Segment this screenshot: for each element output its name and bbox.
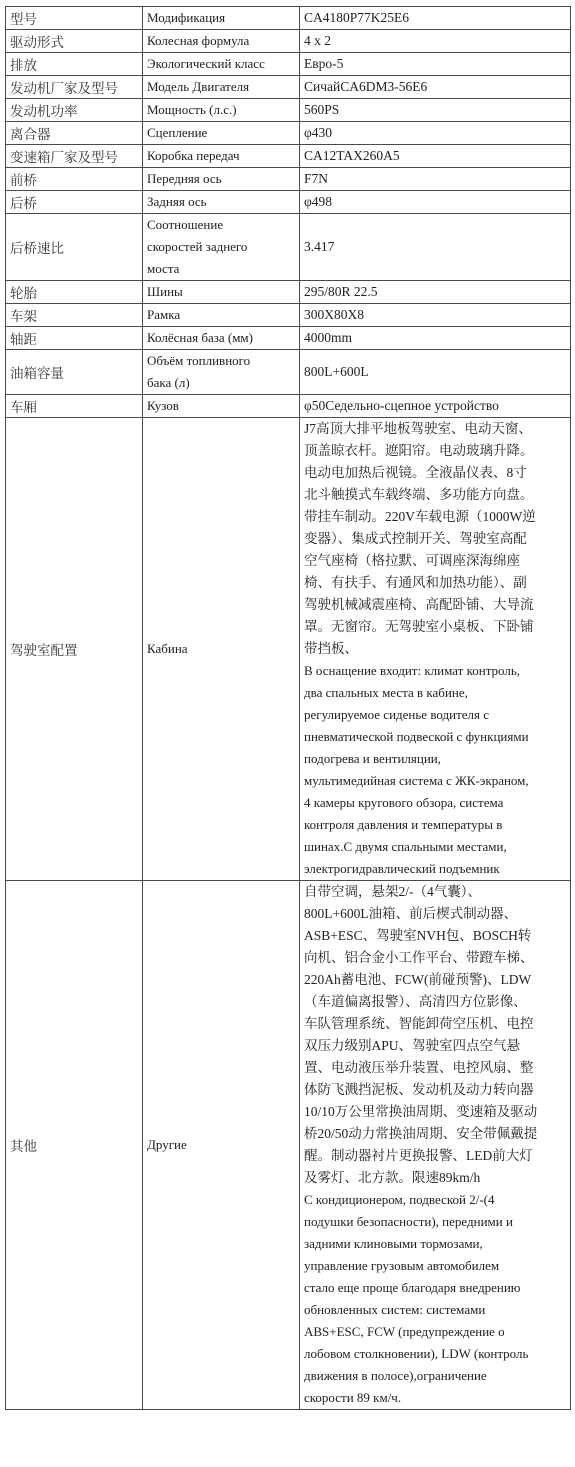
value-line-ru: регулируемое сиденье водителя с [304, 707, 490, 722]
param-value: 300X80X8 [300, 304, 571, 327]
param-name-zh: 轴距 [6, 327, 143, 350]
value-line-ru: обновленных систем: системами [304, 1302, 486, 1317]
table-row-other [6, 881, 571, 1410]
param-value [300, 881, 571, 1410]
param-value: 560PS [300, 99, 571, 122]
param-name-ru: Модификация [143, 7, 300, 30]
param-name-zh: 车架 [6, 304, 143, 327]
value-line-ru: стало еще проще благодаря внедрению [304, 1280, 521, 1295]
param-value: СичайCA6DM3-56E6 [300, 76, 571, 99]
param-value: φ498 [300, 191, 571, 214]
param-value: CA4180P77K25E6 [300, 7, 571, 30]
param-value: 4 x 2 [300, 30, 571, 53]
param-value: 4000mm [300, 327, 571, 350]
param-name-ru [143, 350, 300, 395]
value-line-ru: два спальных места в кабине, [304, 685, 468, 700]
table-row [6, 281, 571, 304]
value-line-ru: управление грузовым автомобилем [304, 1258, 500, 1273]
value-line-zh: 220Ah蓄电池、FCW(前碰预警)、LDW [304, 972, 532, 987]
spec-table [5, 6, 571, 1410]
table-row [6, 53, 571, 76]
param-name-zh: 前桥 [6, 168, 143, 191]
param-name-zh: 油箱容量 [6, 350, 143, 395]
param-value [300, 418, 571, 881]
param-name-ru: Колесная формула [143, 30, 300, 53]
param-name-ru-line: Соотношение [147, 217, 224, 232]
param-name-ru: Задняя ось [143, 191, 300, 214]
value-line-zh: 电动电加热后视镜。全液晶仪表、8寸 [304, 465, 527, 480]
table-row [6, 350, 571, 395]
value-line-ru: пневматической подвеской с функциями [304, 729, 529, 744]
value-line-ru: скорости 89 км/ч. [304, 1390, 402, 1405]
param-name-ru: Шины [143, 281, 300, 304]
param-value: 800L+600L [300, 350, 571, 395]
value-line-ru: 4 камеры кругового обзора, система [304, 795, 504, 810]
value-line-zh: 双压力级别APU、驾驶室四点空气悬 [304, 1038, 521, 1053]
param-value: φ430 [300, 122, 571, 145]
value-line-ru: шинах.С двумя спальными местами, [304, 839, 507, 854]
param-name-ru: Модель Двигателя [143, 76, 300, 99]
param-name-ru: Другие [143, 881, 300, 1410]
value-line-ru: подогрева и вентиляции, [304, 751, 442, 766]
table-row-cabin [6, 418, 571, 881]
table-row [6, 30, 571, 53]
param-name-ru-line: скоростей заднего [147, 239, 248, 254]
param-name-ru: Колёсная база (мм) [143, 327, 300, 350]
param-name-zh: 轮胎 [6, 281, 143, 304]
value-line-zh: 带挂车制动。220V车载电源（1000W逆 [304, 509, 536, 524]
param-name-ru-line: моста [147, 261, 180, 276]
table-row [6, 395, 571, 418]
value-line-zh: 空气座椅（格拉默、可调座深海绵座 [304, 553, 520, 568]
value-line-zh: 罩。无窗帘。无驾驶室小桌板、下卧铺 [304, 619, 534, 634]
param-name-ru: Рамка [143, 304, 300, 327]
param-value: 295/80R 22.5 [300, 281, 571, 304]
param-name-zh: 排放 [6, 53, 143, 76]
value-line-zh: 桥20/50动力常换油周期、安全带佩戴提 [304, 1126, 538, 1141]
param-name-ru: Экологический класс [143, 53, 300, 76]
param-name-zh: 其他 [6, 881, 143, 1410]
value-line-zh: 10/10万公里常换油周期、变速箱及驱动 [304, 1104, 538, 1119]
value-line-zh: 北斗触摸式车载终端、多功能方向盘。 [304, 487, 534, 502]
table-row [6, 7, 571, 30]
param-name-ru: Коробка передач [143, 145, 300, 168]
value-line-ru: задними клиновыми тормозами, [304, 1236, 483, 1251]
table-row [6, 99, 571, 122]
param-name-ru-line: Объём топливного [147, 353, 251, 368]
value-line-zh: 800L+600L油箱、前后楔式制动器、 [304, 906, 518, 921]
spec-table-body [6, 7, 571, 1410]
param-name-zh: 车厢 [6, 395, 143, 418]
value-line-ru: контроля давления и температуры в [304, 817, 503, 832]
param-name-zh: 后桥速比 [6, 214, 143, 281]
value-line-ru: электрогидравлический подъемник [304, 861, 500, 876]
table-row [6, 214, 571, 281]
table-row [6, 191, 571, 214]
value-line-ru: движения в полосе),ограничение [304, 1368, 487, 1383]
table-row [6, 122, 571, 145]
value-line-ru: мультимедийная система с ЖК-экраном, [304, 773, 529, 788]
value-line-ru: С кондиционером, подвеской 2/-(4 [304, 1192, 495, 1207]
value-line-zh: ASB+ESC、驾驶室NVH包、BOSCH转 [304, 928, 532, 943]
param-name-ru: Сцепление [143, 122, 300, 145]
param-name-ru-line: бака (л) [147, 375, 190, 390]
value-line-ru: подушки безопасности), передними и [304, 1214, 513, 1229]
value-line-zh: 体防飞溅挡泥板、发动机及动力转向器 [304, 1082, 534, 1097]
value-line-zh: 向机、铝合金小工作平台、带蹬车梯、 [304, 950, 534, 965]
param-value: φ50Седельно-сцепное устройство [300, 395, 571, 418]
value-line-ru: лобовом столкновении), LDW (контроль [304, 1346, 529, 1361]
value-line-zh: （车道偏离报警）、高清四方位影像、 [304, 994, 527, 1009]
param-value: CA12TAX260A5 [300, 145, 571, 168]
value-line-ru: В оснащение входит: климат контроль, [304, 663, 521, 678]
param-value: 3.417 [300, 214, 571, 281]
value-line-zh: 醒。制动器衬片更换报警、LED前大灯 [304, 1148, 533, 1163]
value-line-zh: 自带空调，悬架2/-（4气囊）、 [304, 884, 481, 899]
param-name-zh: 发动机功率 [6, 99, 143, 122]
value-line-zh: 及雾灯、北方款。限速89km/h [304, 1170, 481, 1185]
param-name-ru: Кузов [143, 395, 300, 418]
value-line-zh: 驾驶机械减震座椅、高配卧铺、大导流 [304, 597, 534, 612]
param-name-zh: 驾驶室配置 [6, 418, 143, 881]
param-name-zh: 发动机厂家及型号 [6, 76, 143, 99]
value-line-ru: ABS+ESC, FCW (предупреждение о [304, 1324, 505, 1339]
param-name-ru: Кабина [143, 418, 300, 881]
value-line-zh: 置、电动液压举升装置、电控风扇、整 [304, 1060, 534, 1075]
param-name-zh: 离合器 [6, 122, 143, 145]
table-row [6, 76, 571, 99]
value-line-zh: 带挡板、 [304, 641, 358, 656]
table-row [6, 304, 571, 327]
param-name-zh: 后桥 [6, 191, 143, 214]
param-name-zh: 型号 [6, 7, 143, 30]
param-name-ru: Передняя ось [143, 168, 300, 191]
param-name-ru [143, 214, 300, 281]
value-line-zh: 椅、有扶手、有通风和加热功能）、副 [304, 575, 527, 590]
value-line-zh: 变器）、集成式控制开关、驾驶室高配 [304, 531, 527, 546]
param-value: Евро-5 [300, 53, 571, 76]
table-row [6, 145, 571, 168]
table-row [6, 327, 571, 350]
value-line-zh: J7高顶大排平地板驾驶室、电动天窗、 [304, 421, 533, 436]
table-row [6, 168, 571, 191]
param-value: F7N [300, 168, 571, 191]
param-name-zh: 变速箱厂家及型号 [6, 145, 143, 168]
param-name-ru: Мощность (л.с.) [143, 99, 300, 122]
param-name-zh: 驱动形式 [6, 30, 143, 53]
value-line-zh: 车队管理系统、智能卸荷空压机、电控 [304, 1016, 534, 1031]
value-line-zh: 顶盖晾衣杆。遮阳帘。电动玻璃升降。 [304, 443, 534, 458]
